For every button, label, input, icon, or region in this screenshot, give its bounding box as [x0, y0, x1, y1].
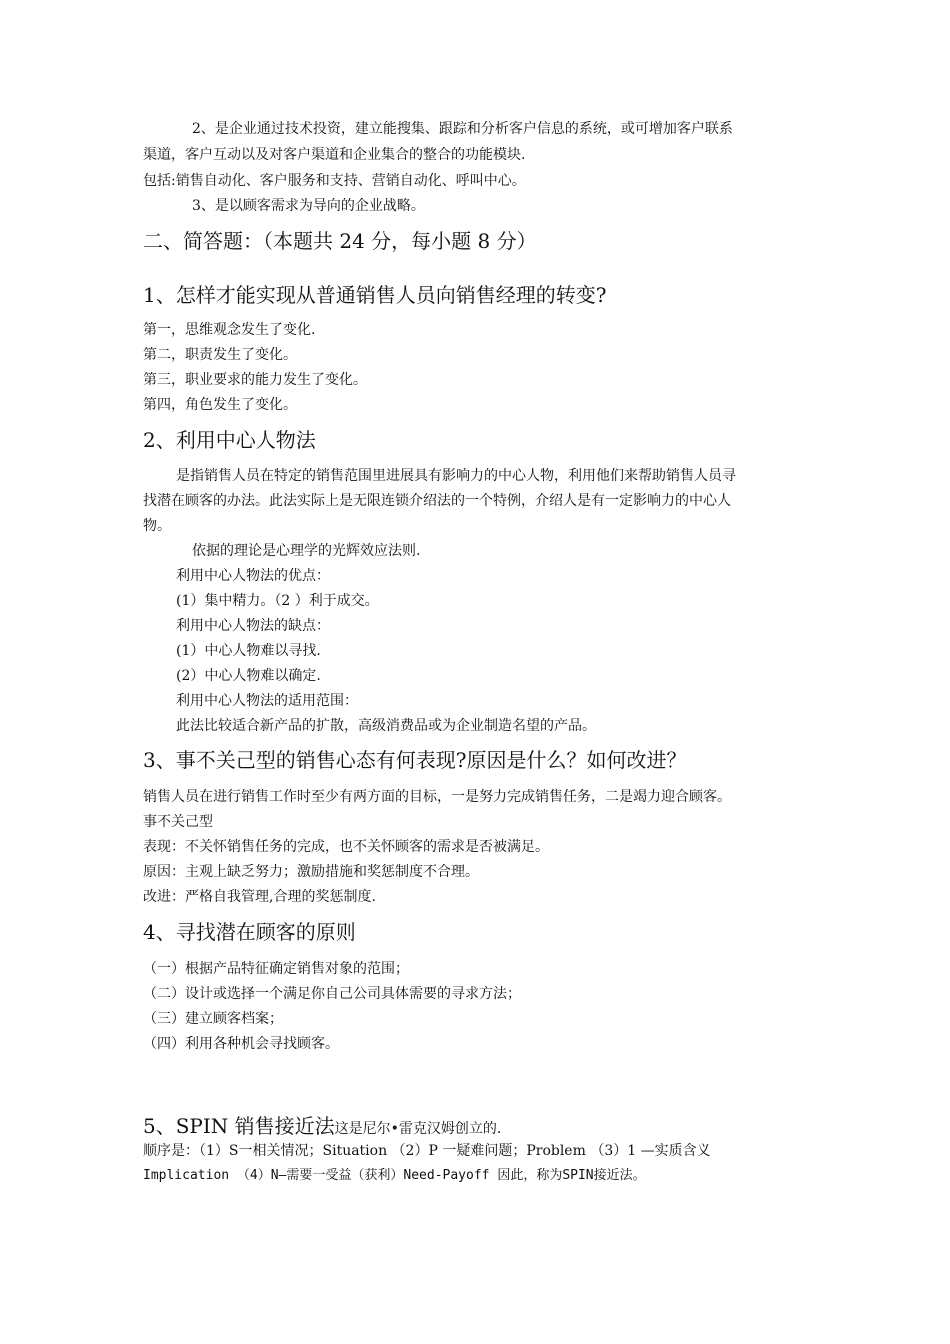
q3-heading: 3、事不关己型的销售心态有何表现?原因是什么？如何改进？ — [143, 748, 687, 772]
q3-line: 销售人员在进行销售工作时至少有两方面的目标，一是努力完成销售任务，二是竭力迎合顾客。 — [143, 789, 731, 805]
q4-line: （三）建立顾客档案； — [143, 1011, 283, 1027]
q2-basis: 依据的理论是心理学的光辉效应法则. — [192, 543, 421, 559]
q5-heading: 5、SPIN 销售接近法 — [143, 1114, 335, 1138]
q2-paragraph-line: 是指销售人员在特定的销售范围里进展具有影响力的中心人物，利用他们来帮助销售人员寻 — [176, 468, 736, 484]
q5-line-1: 顺序是：（1）S一相关情况；Situation （2）P 一疑难问题；Problem （3）1 —实质含义 — [143, 1143, 711, 1159]
intro-line-1: 2、是企业通过技术投资，建立能搜集、跟踪和分析客户信息的系统，或可增加客户联系 — [192, 121, 733, 137]
q2-disadvantage: (1）中心人物难以寻找. — [176, 643, 321, 659]
q2-heading: 2、利用中心人物法 — [143, 428, 316, 452]
intro-line-4: 3、是以顾客需求为导向的企业战略。 — [192, 198, 425, 214]
q2-advantages-label: 利用中心人物法的优点： — [176, 568, 330, 584]
q4-line: （一）根据产品特征确定销售对象的范围； — [143, 961, 409, 977]
q2-advantages: (1）集中精力。（2 ）利于成交。 — [176, 593, 379, 609]
q4-line: （二）设计或选择一个满足你自己公司具体需要的寻求方法； — [143, 986, 521, 1002]
q1-line: 第四，角色发生了变化。 — [143, 397, 297, 413]
q1-line: 第一，思维观念发生了变化. — [143, 322, 316, 338]
q2-disadvantage: (2）中心人物难以确定. — [176, 668, 321, 684]
q3-line: 原因：主观上缺乏努力；激励措施和奖惩制度不合理。 — [143, 864, 479, 880]
intro-line-2: 渠道，客户互动以及对客户渠道和企业集合的整合的功能模块. — [143, 147, 526, 163]
q4-heading: 4、寻找潜在顾客的原则 — [143, 920, 356, 944]
q1-heading: 1、怎样才能实现从普通销售人员向销售经理的转变? — [143, 283, 607, 307]
q3-line: 表现：不关怀销售任务的完成，也不关怀顾客的需求是否被满足。 — [143, 839, 549, 855]
q1-line: 第三，职业要求的能力发生了变化。 — [143, 372, 367, 388]
q5-line-2: Implication （4）N—需要一受益（获利）Need-Payoff 因此，称为SPIN接近法。 — [143, 1168, 646, 1183]
q5-heading-row — [143, 1114, 501, 1138]
q4-line: （四）利用各种机会寻找顾客。 — [143, 1036, 339, 1052]
section-heading: 二、简答题：（本题共 24 分，每小题 8 分） — [143, 229, 537, 253]
q2-disadvantages-label: 利用中心人物法的缺点： — [176, 618, 330, 634]
q5-heading-suffix: 这是尼尔•雷克汉姆创立的. — [334, 1121, 502, 1137]
q1-line: 第二，职责发生了变化。 — [143, 347, 297, 363]
q2-scope-label: 利用中心人物法的适用范围： — [176, 693, 358, 709]
q2-scope: 此法比较适合新产品的扩散，高级消费品或为企业制造名望的产品。 — [176, 718, 596, 734]
q3-line: 事不关己型 — [143, 814, 213, 830]
q2-paragraph-line: 找潜在顾客的办法。此法实际上是无限连锁介绍法的一个特例，介绍人是有一定影响力的中心人 — [143, 493, 731, 509]
q2-paragraph-line: 物。 — [143, 518, 171, 534]
intro-line-3: 包括:销售自动化、客户服务和支持、营销自动化、呼叫中心。 — [143, 173, 526, 189]
q3-line: 改进：严格自我管理,合理的奖惩制度. — [143, 889, 376, 905]
